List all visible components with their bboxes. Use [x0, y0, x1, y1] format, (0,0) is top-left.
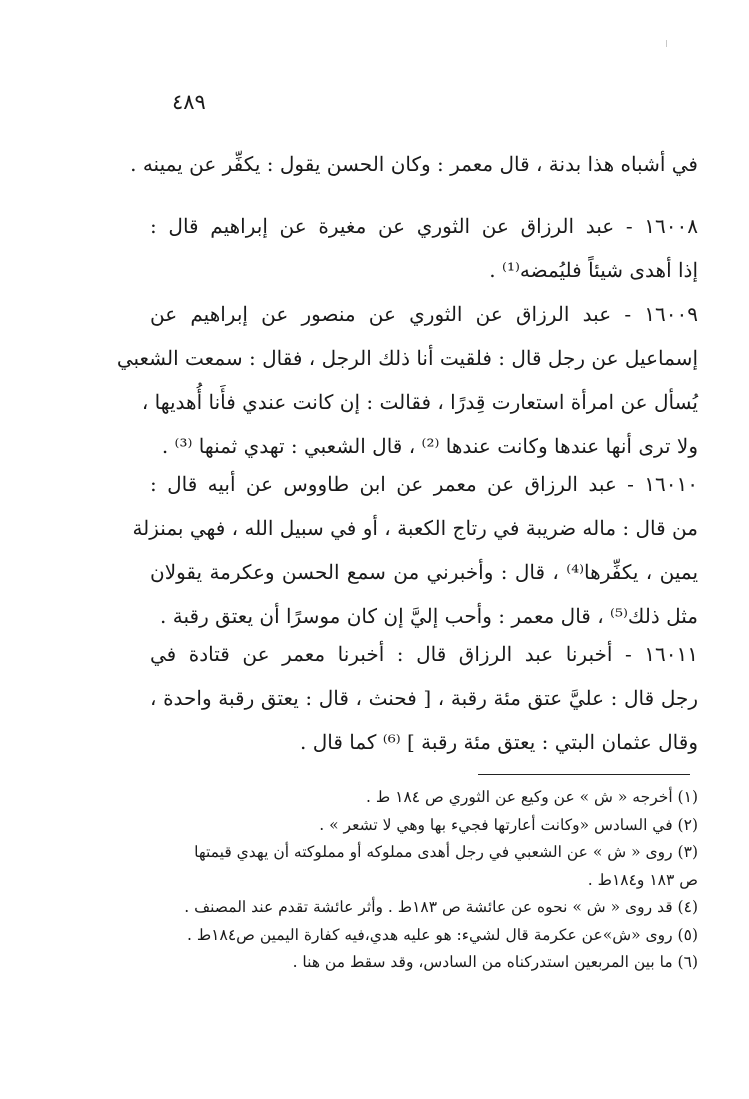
footnote-separator: [478, 774, 690, 775]
footnote-4: (٤) قد روى « ش » نحوه عن عائشة ص ١٨٣ط . وأثر عائشة تقدم عند المصنف .: [184, 898, 698, 916]
footnote-2: (٢) في السادس «وكانت أعارتها فجيء بها وهي لا تشعر » .: [319, 815, 698, 834]
hadith-line: إذا أهدى شيئاً فليُمضه⁽¹⁾ .: [489, 258, 698, 282]
footnotes: [150, 784, 698, 977]
intro-paragraph: [130, 142, 698, 186]
hadith-line: إسماعيل عن رجل قال : فلقيت أنا ذلك الرجل ، فقال : سمعت الشعبي: [116, 346, 698, 370]
hadith-line: ١٦٠٠٩ - عبد الرزاق عن الثوري عن منصور عن إبراهيم عن: [150, 302, 698, 326]
footnote-6: (٦) ما بين المربعين استدركناه من السادس، وقد سقط من هنا .: [292, 953, 698, 971]
footnote-3-continued: ص ١٨٣ و١٨٤ط .: [587, 870, 698, 889]
footnote-1: (١) أخرجه « ش » عن وكيع عن الثوري ص ١٨٤ ط .: [366, 788, 698, 806]
hadith-line: مثل ذلك⁽⁵⁾ ، قال معمر : وأحب إليَّ إن كان موسرًا أن يعتق رقبة .: [160, 604, 698, 628]
scan-mark: [666, 40, 667, 47]
hadith-16008: [150, 204, 698, 292]
hadith-line: رجل قال : عليَّ عتق مئة رقبة ، [ فحنث ، قال : يعتق رقبة واحدة ،: [150, 686, 698, 710]
hadith-16011: [150, 632, 698, 764]
page-number: ٤٨٩: [172, 90, 206, 114]
hadith-line: يمين ، يكفِّرها⁽⁴⁾ ، قال : وأخبرني من سمع الحسن وعكرمة يقولان: [150, 560, 699, 584]
hadith-line: ١٦٠١١ - أخبرنا عبد الرزاق قال : أخبرنا معمر عن قتادة في: [150, 642, 698, 666]
hadith-line: ١٦٠١٠ - عبد الرزاق عن معمر عن ابن طاووس عن أبيه قال :: [150, 472, 698, 496]
hadith-line: من قال : ماله ضريبة في رتاج الكعبة ، أو في سبيل الله ، فهي بمنزلة: [132, 516, 698, 540]
hadith-line: يُسأل عن امرأة استعارت قِدرًا ، فقالت : إن كانت عندي فأَنا أُهديها ،: [141, 390, 698, 414]
footnote-5: (٥) روى «ش»عن عكرمة قال لشيء: هو عليه هدي،فيه كفارة اليمين ص١٨٤ط .: [186, 925, 698, 944]
footnote-3: (٣) روى « ش » عن الشعبي في رجل أهدى مملوكه أو مملوكته أن يهدي قيمتها: [194, 843, 698, 861]
hadith-line: ولا ترى أنها عندها وكانت عندها ⁽²⁾ ، قال الشعبي : تهدي ثمنها ⁽³⁾ .: [161, 434, 698, 458]
hadith-line: ١٦٠٠٨ - عبد الرزاق عن الثوري عن مغيرة عن إبراهيم قال :: [150, 214, 698, 238]
intro-line: في أشباه هذا بدنة ، قال معمر : وكان الحسن يقول : يكفِّر عن يمينه .: [130, 152, 698, 176]
hadith-16009: [116, 292, 698, 468]
hadith-16010: [132, 462, 699, 638]
hadith-line: وقال عثمان البتي : يعتق مئة رقبة ] ⁽⁶⁾ كما قال .: [300, 730, 698, 754]
